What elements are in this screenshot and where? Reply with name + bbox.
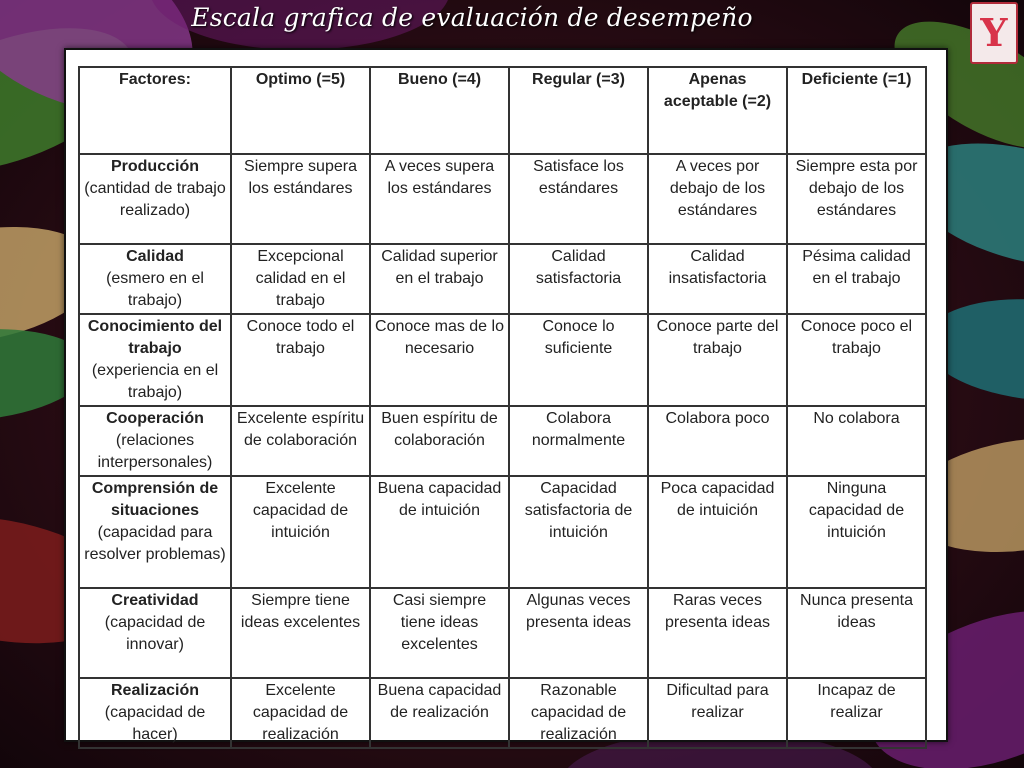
table-cell: Buen espíritu de colaboración xyxy=(370,406,509,476)
table-row xyxy=(79,588,926,678)
table-cell: Ninguna capacidad de intuición xyxy=(787,476,926,588)
table-cell: Siempre tiene ideas excelentes xyxy=(231,588,370,678)
table-cell: Excepcional calidad en el trabajo xyxy=(231,244,370,314)
table-row xyxy=(79,314,926,406)
table-cell: Conoce mas de lo necesario xyxy=(370,314,509,406)
table-cell: Calidad insatisfactoria xyxy=(648,244,787,314)
table-row xyxy=(79,244,926,314)
logo-letter: Y xyxy=(980,10,1008,55)
factor-cell xyxy=(79,314,231,406)
table-cell: Excelente capacidad de intuición xyxy=(231,476,370,588)
factor-name: Producción xyxy=(110,158,199,175)
table-cell: Colabora poco xyxy=(648,406,787,476)
table-cell: Excelente capacidad de realización xyxy=(231,678,370,748)
factor-cell xyxy=(79,588,231,678)
header-deficiente: Deficiente (=1) xyxy=(787,67,926,154)
factor-description: (esmero en el trabajo) xyxy=(106,270,204,309)
table-cell: Colabora normalmente xyxy=(509,406,648,476)
factor-name: Comprensión de situaciones xyxy=(91,480,219,519)
header-bueno: Bueno (=4) xyxy=(370,67,509,154)
table-cell: A veces supera los estándares xyxy=(370,154,509,244)
table-cell: Raras veces presenta ideas xyxy=(648,588,787,678)
factor-name: Creatividad xyxy=(111,592,199,609)
table-row xyxy=(79,678,926,748)
table-cell: Conoce lo suficiente xyxy=(509,314,648,406)
table-cell: A veces por debajo de los estándares xyxy=(648,154,787,244)
table-cell: No colabora xyxy=(787,406,926,476)
factor-cell xyxy=(79,406,231,476)
table-cell: Calidad satisfactoria xyxy=(509,244,648,314)
factor-name: Conocimiento del trabajo xyxy=(87,318,223,357)
factor-description: (relaciones interpersonales) xyxy=(97,432,213,471)
table-cell: Siempre esta por debajo de los estándares xyxy=(787,154,926,244)
table-cell: Calidad superior en el trabajo xyxy=(370,244,509,314)
factor-cell xyxy=(79,476,231,588)
slide-title: Escala grafica de evaluación de desempeño xyxy=(191,3,753,32)
header-optimo: Optimo (=5) xyxy=(231,67,370,154)
table-row xyxy=(79,476,926,588)
table-cell: Pésima calidad en el trabajo xyxy=(787,244,926,314)
table-cell: Conoce parte del trabajo xyxy=(648,314,787,406)
table-cell: Buena capacidad de realización xyxy=(370,678,509,748)
table-cell: Algunas veces presenta ideas xyxy=(509,588,648,678)
evaluation-scale-table xyxy=(78,66,927,749)
factor-cell xyxy=(79,154,231,244)
header-factores: Factores: xyxy=(79,67,231,154)
table-cell: Conoce poco el trabajo xyxy=(787,314,926,406)
factor-description: (cantidad de trabajo realizado) xyxy=(84,180,226,219)
factor-description: (capacidad de hacer) xyxy=(104,704,206,743)
factor-description: (experiencia en el trabajo) xyxy=(91,362,219,401)
table-cell: Dificultad para realizar xyxy=(648,678,787,748)
factor-description: (capacidad de innovar) xyxy=(104,614,206,653)
table-cell: Excelente espíritu de colaboración xyxy=(231,406,370,476)
table-cell: Nunca presenta ideas xyxy=(787,588,926,678)
table-cell: Capacidad satisfactoria de intuición xyxy=(509,476,648,588)
factor-cell xyxy=(79,244,231,314)
table-cell: Buena capacidad de intuición xyxy=(370,476,509,588)
factor-name: Calidad xyxy=(126,248,184,265)
table-row xyxy=(79,406,926,476)
factor-name: Realización xyxy=(110,682,200,699)
factor-description: (capacidad para resolver problemas) xyxy=(84,524,226,563)
header-apenas-aceptable: Apenas aceptable (=2) xyxy=(648,67,787,154)
table-cell: Incapaz de realizar xyxy=(787,678,926,748)
table-cell: Casi siempre tiene ideas excelentes xyxy=(370,588,509,678)
logo-icon xyxy=(970,2,1018,64)
table-header-row xyxy=(79,67,926,154)
table-cell: Satisface los estándares xyxy=(509,154,648,244)
header-regular: Regular (=3) xyxy=(509,67,648,154)
table-row xyxy=(79,154,926,244)
table-frame xyxy=(64,48,948,742)
table-cell: Siempre supera los estándares xyxy=(231,154,370,244)
table-cell: Razonable capacidad de realización xyxy=(509,678,648,748)
table-cell: Poca capacidad de intuición xyxy=(648,476,787,588)
factor-cell xyxy=(79,678,231,748)
factor-name: Cooperación xyxy=(106,410,204,427)
table-cell: Conoce todo el trabajo xyxy=(231,314,370,406)
